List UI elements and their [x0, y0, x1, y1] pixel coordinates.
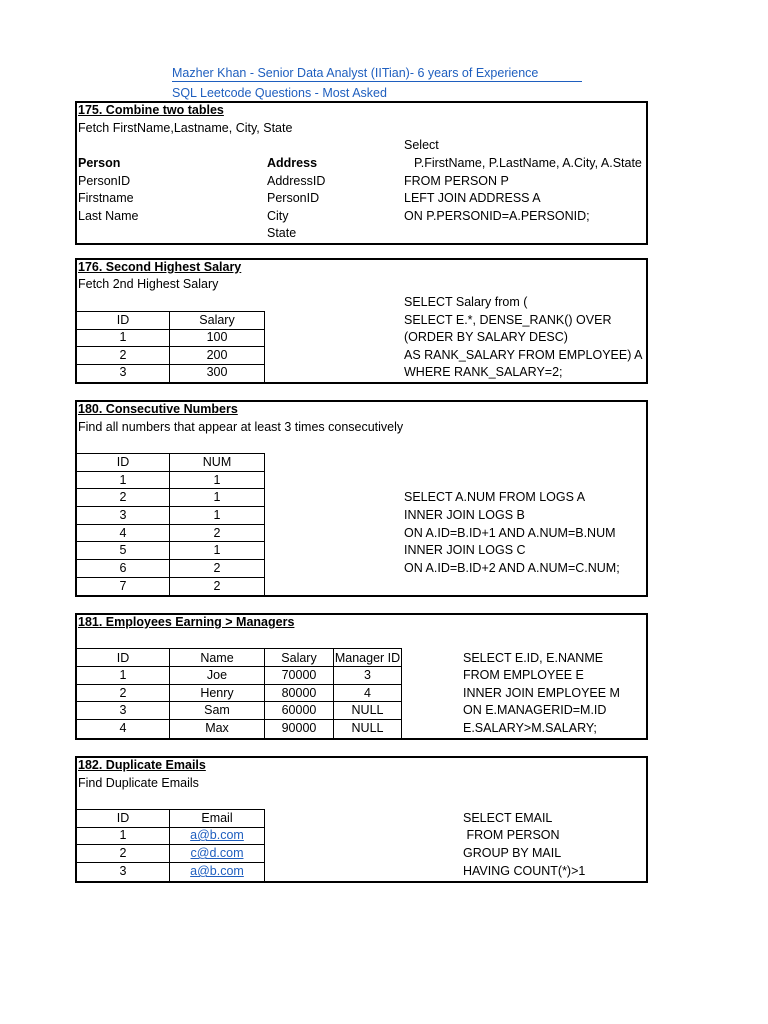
s180-table-col	[264, 453, 265, 596]
s181-cell: Joe	[206, 668, 228, 682]
s180-cell: 2	[213, 526, 221, 540]
s182-sql-line: SELECT EMAIL	[463, 811, 553, 825]
s181-sql-line: FROM EMPLOYEE E	[463, 668, 584, 682]
s180-cell: 2	[119, 490, 127, 504]
s180-cell: 5	[119, 543, 127, 557]
s182-subtitle: Find Duplicate Emails	[78, 776, 199, 790]
s176-cell: 3	[119, 365, 127, 379]
s181-table-col	[401, 648, 402, 739]
s175-address-field: PersonID	[267, 191, 320, 205]
s181-cell: 60000	[281, 703, 317, 717]
s180-cell: 1	[119, 473, 127, 487]
s175-sql-line: FROM PERSON P	[404, 174, 509, 188]
s176-cell: 100	[206, 330, 228, 344]
s181-cell: Sam	[204, 703, 230, 717]
s176-cell: 200	[206, 348, 228, 362]
s180-sql-line: INNER JOIN LOGS C	[404, 543, 526, 557]
s176-sql-line: SELECT E.*, DENSE_RANK() OVER	[404, 313, 612, 327]
s181-cell: 3	[119, 703, 127, 717]
s182-title: 182. Duplicate Emails	[78, 758, 206, 772]
s175-address-field: State	[267, 226, 297, 240]
s176-cell: 2	[119, 348, 127, 362]
s175-title: 175. Combine two tables	[78, 103, 224, 117]
s180-cell: 1	[213, 508, 221, 522]
s175-sql-line: LEFT JOIN ADDRESS A	[404, 191, 541, 205]
s181-cell: 90000	[281, 721, 317, 735]
s180-sql-line: INNER JOIN LOGS B	[404, 508, 525, 522]
s176-sql-line: WHERE RANK_SALARY=2;	[404, 365, 563, 379]
s181-title: 181. Employees Earning > Managers	[78, 615, 295, 629]
s181-cell: Max	[205, 721, 229, 735]
s175-person-field: PersonID	[78, 174, 131, 188]
email-link[interactable]: c@d.com	[190, 846, 244, 860]
s175-address-field: AddressID	[267, 174, 326, 188]
s181-sql-line: SELECT E.ID, E.NANME	[463, 651, 604, 665]
s180-title: 180. Consecutive Numbers	[78, 402, 238, 416]
s182-cell: 2	[119, 846, 127, 860]
s175-address-field: City	[267, 209, 289, 223]
s180-cell: 1	[213, 490, 221, 504]
s181-header-cell: ID	[116, 651, 130, 665]
s175-sql-line: ON P.PERSONID=A.PERSONID;	[404, 209, 590, 223]
s181-header-cell: Name	[200, 651, 234, 665]
s181-cell: NULL	[351, 703, 384, 717]
s176-header-cell: ID	[116, 313, 130, 327]
s182-header-cell: ID	[116, 811, 130, 825]
s182-cell	[170, 827, 264, 844]
s181-cell: 70000	[281, 668, 317, 682]
s175-person-field: Last Name	[78, 209, 139, 223]
s180-header-cell: ID	[116, 455, 130, 469]
s182-table-col	[264, 809, 265, 882]
s181-cell: NULL	[351, 721, 384, 735]
s176-sql-line: SELECT Salary from (	[404, 295, 528, 309]
s182-header-cell: Email	[201, 811, 233, 825]
s180-sql-line: ON A.ID=B.ID+2 AND A.NUM=C.NUM;	[404, 561, 620, 575]
s181-cell: 4	[364, 686, 371, 700]
email-link[interactable]: a@b.com	[190, 828, 244, 842]
s181-cell: 1	[119, 668, 127, 682]
s175-subtitle: Fetch FirstName,Lastname, City, State	[78, 121, 293, 135]
s180-cell: 1	[213, 473, 221, 487]
s176-cell: 1	[119, 330, 127, 344]
s176-title: 176. Second Highest Salary	[78, 260, 242, 274]
s176-subtitle: Fetch 2nd Highest Salary	[78, 277, 219, 291]
header-underline	[172, 81, 582, 82]
s175-sql-line: Select	[404, 138, 439, 152]
s180-cell: 6	[119, 561, 127, 575]
s181-cell: 80000	[281, 686, 317, 700]
s180-cell: 2	[213, 579, 221, 593]
s176-cell: 300	[206, 365, 228, 379]
s180-sql-line: SELECT A.NUM FROM LOGS A	[404, 490, 586, 504]
s181-cell: 2	[119, 686, 127, 700]
s180-cell: 1	[213, 543, 221, 557]
s181-cell: 4	[119, 721, 127, 735]
s182-sql-line: HAVING COUNT(*)>1	[463, 864, 586, 878]
s175-address-header: Address	[267, 156, 318, 170]
s181-sql-line: INNER JOIN EMPLOYEE M	[463, 686, 620, 700]
s182-cell: 1	[119, 828, 127, 842]
email-link[interactable]: a@b.com	[190, 864, 244, 878]
s182-cell: 3	[119, 864, 127, 878]
s175-person-header: Person	[78, 156, 121, 170]
s182-cell	[170, 845, 264, 862]
s176-table-col	[264, 311, 265, 383]
s180-header-cell: NUM	[202, 455, 232, 469]
s182-cell	[170, 863, 264, 880]
s182-sql-line: FROM PERSON	[463, 828, 560, 842]
s181-cell: 3	[364, 668, 371, 682]
header-author: Mazher Khan - Senior Data Analyst (IITian)- 6 years of Experience	[172, 66, 539, 80]
s181-sql-line: E.SALARY>M.SALARY;	[463, 721, 597, 735]
s181-table-top	[75, 648, 402, 649]
s180-cell: 7	[119, 579, 127, 593]
s180-subtitle: Find all numbers that appear at least 3 times consecutively	[78, 420, 404, 434]
header-subtitle: SQL Leetcode Questions - Most Asked	[172, 86, 387, 100]
s180-cell: 3	[119, 508, 127, 522]
s182-sql-line: GROUP BY MAIL	[463, 846, 562, 860]
s180-sql-line: ON A.ID=B.ID+1 AND A.NUM=B.NUM	[404, 526, 616, 540]
s175-person-field: Firstname	[78, 191, 134, 205]
s180-cell: 2	[213, 561, 221, 575]
s181-header-cell: Salary	[281, 651, 317, 665]
s181-header-cell: Manager ID	[334, 651, 401, 665]
s176-sql-line: (ORDER BY SALARY DESC)	[404, 330, 568, 344]
s176-header-cell: Salary	[199, 313, 235, 327]
s180-cell: 4	[119, 526, 127, 540]
s175-sql-line: P.FirstName, P.LastName, A.City, A.State	[414, 156, 642, 170]
s176-sql-line: AS RANK_SALARY FROM EMPLOYEE) A	[404, 348, 643, 362]
s181-cell: Henry	[200, 686, 234, 700]
s181-sql-line: ON E.MANAGERID=M.ID	[463, 703, 607, 717]
